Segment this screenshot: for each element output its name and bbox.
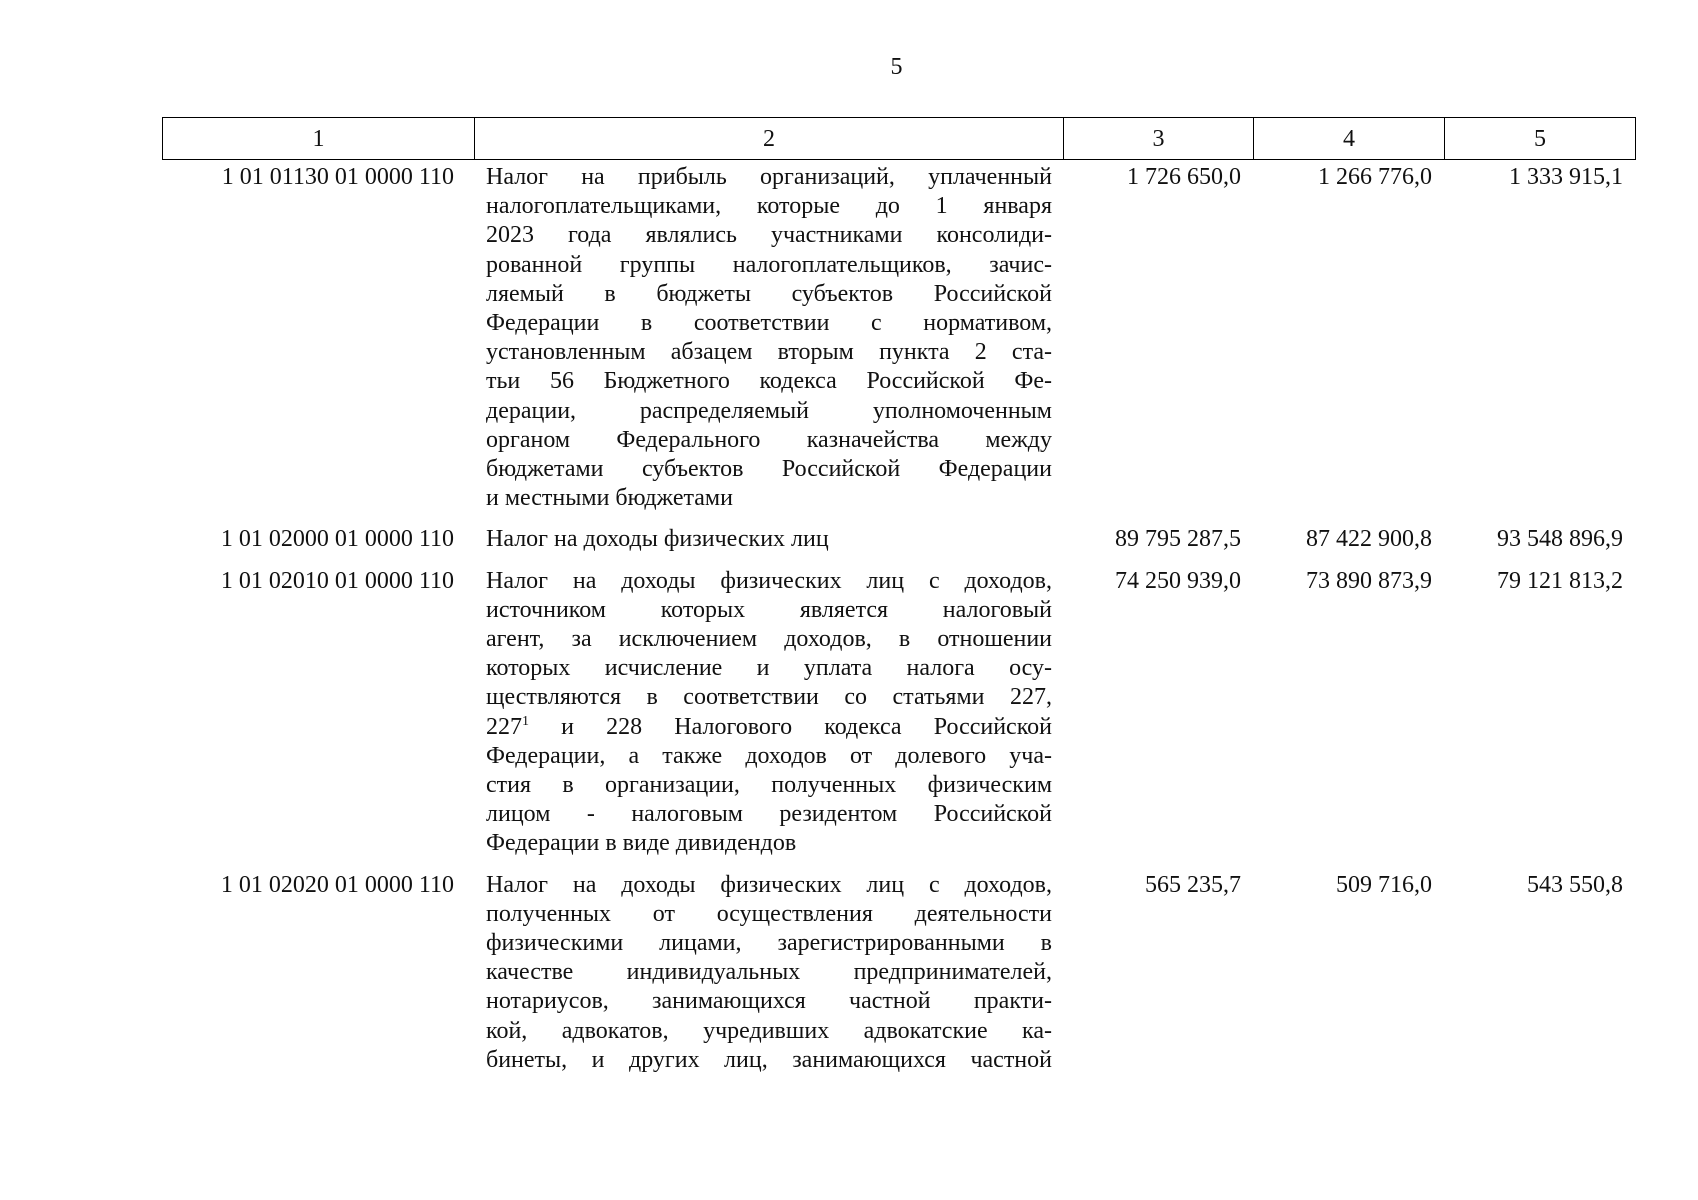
budget-code-cell: 1 01 02010 01 0000 110 xyxy=(220,567,454,594)
page-number: 5 xyxy=(890,54,903,80)
revenue-name-line: которых исчисление и уплата налога осу- xyxy=(486,655,1052,682)
amount-cell-col-4: 509 716,0 xyxy=(1336,871,1432,898)
revenue-name-line: качестве индивидуальных предпринимателей, xyxy=(486,959,1052,986)
revenue-name-cell xyxy=(474,871,1063,1087)
amount-cell-col-3: 565 235,7 xyxy=(1145,871,1241,898)
revenue-name-line: бинеты, и других лиц, занимающихся частной xyxy=(486,1046,1052,1073)
header-col-5: 5 xyxy=(1445,118,1636,160)
revenue-name-line: Федерации в соответствии с нормативом, xyxy=(486,310,1052,337)
revenue-name-line: органом Федерального казначейства между xyxy=(486,426,1052,453)
amount-cell-col-5: 93 548 896,9 xyxy=(1497,526,1623,553)
budget-code-cell: 1 01 02020 01 0000 110 xyxy=(220,871,454,898)
revenue-name-line: стия в организации, полученных физическим xyxy=(486,772,1052,799)
header-col-1: 1 xyxy=(163,118,475,160)
revenue-name-line: дерации, распределяемый уполномоченным xyxy=(486,397,1052,424)
amount-cell-col-5: 1 333 915,1 xyxy=(1509,164,1623,190)
revenue-name-line: полученных от осуществления деятельности xyxy=(486,900,1052,927)
revenue-name-line: источником которых является налоговый xyxy=(486,596,1052,623)
revenue-name-line: лицом - налоговым резидентом Российской xyxy=(486,801,1052,828)
revenue-name-cell xyxy=(474,525,1063,566)
amount-cell-col-3: 89 795 287,5 xyxy=(1115,526,1241,553)
revenue-name-line: Федерации, а также доходов от долевого уча- xyxy=(486,742,1052,769)
table-row xyxy=(162,871,1635,1087)
amount-cell-col-4: 73 890 873,9 xyxy=(1306,567,1432,594)
revenue-name-line: установленным абзацем вторым пункта 2 ста- xyxy=(486,339,1052,366)
amount-cell-col-4: 1 266 776,0 xyxy=(1318,164,1432,190)
revenue-name-line: Налог на доходы физических лиц с доходов, xyxy=(486,567,1052,594)
header-col-2: 2 xyxy=(475,118,1064,160)
revenue-name-line: тьи 56 Бюджетного кодекса Российской Фе- xyxy=(486,368,1052,395)
revenue-name-cell xyxy=(474,567,1063,871)
amount-cell-col-3: 74 250 939,0 xyxy=(1115,567,1241,594)
revenue-name-line: кой, адвокатов, учредивших адвокатские ка- xyxy=(486,1017,1052,1044)
table-body xyxy=(162,163,1635,1087)
budget-code-cell: 1 01 01130 01 0000 110 xyxy=(221,164,454,190)
revenue-name-line: Федерации в виде дивидендов xyxy=(486,830,797,857)
revenue-name-line: агент, за исключением доходов, в отношении xyxy=(486,626,1052,653)
header-col-3: 3 xyxy=(1064,118,1254,160)
revenue-name-line: физическими лицами, зарегистрированными в xyxy=(486,930,1052,957)
amount-cell-col-4: 87 422 900,8 xyxy=(1306,526,1432,553)
revenue-name-line: 2023 года являлись участниками консолиди- xyxy=(486,222,1052,249)
revenue-name-line: и местными бюджетами xyxy=(486,485,733,512)
revenue-name-line: ляемый в бюджеты субъектов Российской xyxy=(486,280,1052,307)
revenue-name-line: рованной группы налогоплательщиков, зачис- xyxy=(486,251,1052,278)
revenue-name-line: $227^1$ и 228 Налогового кодекса Российской xyxy=(486,713,1052,740)
revenue-name-line: бюджетами субъектов Российской Федерации xyxy=(486,456,1052,483)
amount-cell-col-5: 79 121 813,2 xyxy=(1497,567,1623,594)
revenue-name-line: Налог на доходы физических лиц xyxy=(486,526,829,553)
revenue-name-line: Налог на прибыль организаций, уплаченный xyxy=(486,164,1052,190)
table-header xyxy=(162,117,1636,160)
revenue-name-line: нотариусов, занимающихся частной практи- xyxy=(486,988,1052,1015)
revenue-name-line: Налог на доходы физических лиц с доходов, xyxy=(486,871,1052,898)
amount-cell-col-5: 543 550,8 xyxy=(1527,871,1623,898)
revenue-name-line: ществляются в соответствии со статьями 227, xyxy=(486,684,1052,711)
header-row xyxy=(163,118,1636,160)
table-row xyxy=(162,163,1635,525)
table-row xyxy=(162,525,1635,566)
table-row xyxy=(162,567,1635,871)
amount-cell-col-3: 1 726 650,0 xyxy=(1127,164,1241,190)
revenue-name-cell xyxy=(474,163,1063,525)
revenue-name-line: налогоплательщиками, которые до 1 января xyxy=(486,193,1052,220)
header-col-4: 4 xyxy=(1254,118,1445,160)
budget-code-cell: 1 01 02000 01 0000 110 xyxy=(220,526,454,553)
